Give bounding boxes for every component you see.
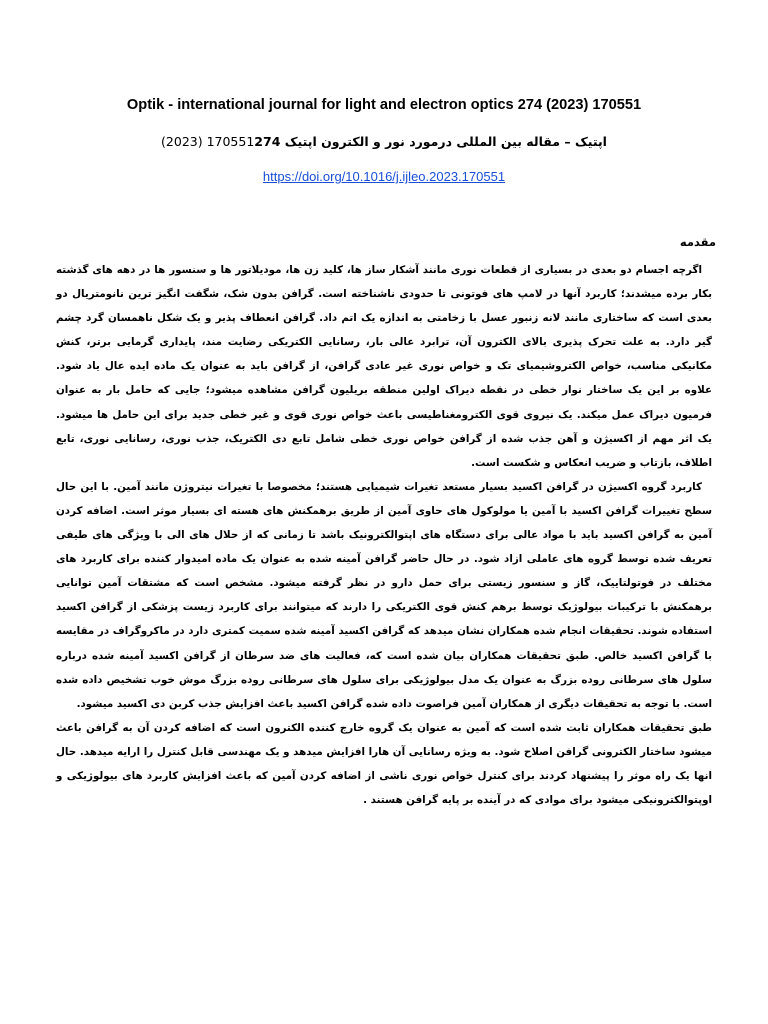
- doi-link[interactable]: https://doi.org/10.1016/j.ijleo.2023.170551: [262, 169, 506, 184]
- journal-title-persian-text: اپتیک – مقاله بین المللی درمورد نور و الکترون اپتیک 274: [254, 134, 607, 149]
- article-body: [56, 258, 712, 812]
- paragraph-3: طبق تحقیقات همکاران ثابت شده است که آمین به عنوان یک گروه خارج کننده الکترون است که اضافه کردن آن به گرافن باعث میشود ساختار الکترونی گرافن اصلاح شود. به ویژه رسانایی آن هارا افزایش میدهد و یک مهندسی قابل کنترل را ارایه میدهد. حال انها یک راه موثر را پیشنهاد کردند برای کنترل خواص نوری ناشی از اضافه کردن آمین که باعث افزایش کاربرد های بیولوژیکی و اوپتوالکترونیکی میشود برای موادی که در آینده بر پایه گرافن هستند .: [56, 721, 712, 807]
- journal-title-persian-number: (2023) 170551: [161, 134, 255, 149]
- doi-line: [0, 167, 768, 187]
- journal-title-english: Optik - international journal for light and electron optics 274 (2023) 170551: [126, 97, 642, 113]
- paragraph-1: اگرچه اجسام دو بعدی در بسیاری از قطعات نوری مانند آشکار ساز ها، کلید زن ها، مودیلاتور ها و سنسور ها در دهه های گذشته بکار برده میشدند؛ کاربرد آنها در لامپ های فوتونی تا حدودی ناشناخته است. گرافن بدون شک، شگفت انگیز ترین نانومتریال دو بعدی است که ساختاری مانند لانه زنبور عسل با زخامتی به اندازه یک اتم داد. گرافن انعطاف پذیر و یک شکل ناهمسان گرد چشم گیر دارد. به علت تحرک پذیری بالای الکترون آن، ترابرد عالی بار، رسانایی الکتریکی رضایت مند، پایداری گرمایی برتر، کنش مکانیکی مناسب، خواص الکتروشیمیای تک و خواص نوری غیر عادی گرافن، از گرافن باید به عنوان یک ماده ایده عال یاد شود. علاوه بر این یک ساختار نوار خطی در نقطه دیراک اولین منطقه بریلیون گرافن مشاهده میشود؛ جایی که حامل بار به عنوان فرمیون دیراک عمل میکند. یک نیروی قوی الکترومغناطیسی باعث خواص نوری قوی و غیر خطی جدید برای این حامل ها میشود. یک اثر مهم از اکسیژن و آهن جذب شده از گرافن خواص نوری خطی شامل تابع دی الکتریک، جذب نوری، رسانایی نوری، تابع اطلاف، بازتاب و ضریب انعکاس و شکست است.: [56, 264, 712, 469]
- paragraph-2: کاربرد گروه اکسیژن در گرافن اکسید بسیار مستعد تغیرات شیمیایی هستند؛ مخصوصا با تغیرات نیتروژن مانند آمین. با این حال سطح تغییرات گرافن اکسید با آمین یا مولوکول های حاوی آمین از طریق برهمکنش های هسته ای بسیار موثر است. اضافه کردن آمین به گرافن اکسید باید با مواد عالی برای دستگاه های اپتوالکترونیک باشد تا زمانی که از حلال های الی با ویژگی های طیفی تعریف شده توسط گروه های عاملی ازاد شود. در حال حاضر گرافن آمینه شده به عنوان یک ماده امیدوار کننده برای کاربرد های مختلف در فوتولتاییک، گاز و سنسور زیستی برای حمل دارو در نظر گرفته میشود. مشخص است که مشتقات آمین توانایی برهمکنش با ترکیبات بیولوژیک توسط برهم کنش قوی الکتریکی را دارند که میتوانند برای کاربرد زیست پزشکی از گرافن اکسید استفاده شوند. تحقیقات انجام شده همکاران نشان میدهد که گرافن اکسید آمینه شده سمیت کمتری دارد در ماکروگراف در مقایسه با گرافن اکسید خالص. طبق تحقیقات همکاران بیان شده است که، فعالیت های ضد سرطان از گرافن اکسید آمینه شده درباره سلول های سرطانی روده بزرگ به عنوان یک مدل بیولوژیکی برای سلول های سرطانی روده بزرگ موش خوب تشخیص داده شده است. با توجه به تحقیقات دیگری از همکاران آمین فراصوت داده شده گرافن اکسید باعث افزایش جذب کربن دی اکسید میشود.: [56, 480, 712, 710]
- section-heading: مقدمه: [679, 235, 716, 249]
- journal-title-persian: [0, 132, 768, 152]
